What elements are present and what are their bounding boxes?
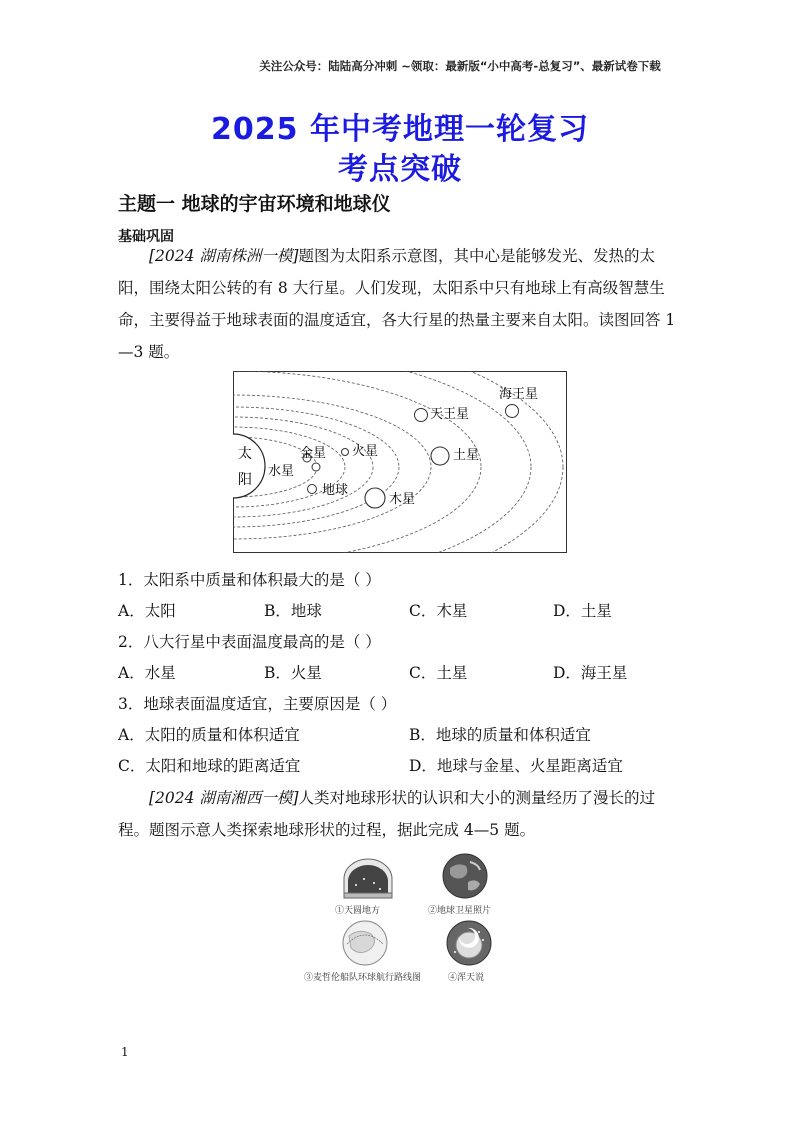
q2-option-d: D．海王星 <box>553 664 628 682</box>
caption-4: ④浑天说 <box>448 973 485 983</box>
passage-1-source: [2024 湖南株洲一模] <box>149 247 299 265</box>
q2-option-c: C．土星 <box>409 664 468 682</box>
magellan-route-map <box>339 918 391 968</box>
q3-option-d: D．地球与金星、火星距离适宜 <box>409 757 623 775</box>
question-1: 1．太阳系中质量和体积最大的是（ ） <box>118 571 381 589</box>
passage-2-text: 人类对地球形状的认识和大小的测量经历了漫长的过程。题图示意人类探索地球形状的过程，据此完成 4—5 题。 <box>118 789 655 839</box>
q2-option-a: A．水星 <box>118 664 176 682</box>
mercury-icon <box>312 463 320 471</box>
caption-2: ②地球卫星照片 <box>428 906 492 916</box>
armillary-cosmology-image <box>443 918 495 968</box>
sun-label-2: 阳 <box>238 472 252 488</box>
mercury-label: 水星 <box>268 464 295 479</box>
section-heading: 基础巩固 <box>118 229 174 245</box>
caption-3: ③麦哲伦船队环球航行路线图 <box>304 973 422 983</box>
question-3: 3．地球表面温度适宜，主要原因是（ ） <box>118 695 397 713</box>
q1-option-a: A．太阳 <box>118 602 176 620</box>
venus-label: 金星 <box>300 446 327 461</box>
q1-option-d: D．土星 <box>553 602 612 620</box>
earth-label: 地球 <box>322 483 349 498</box>
q1-option-c: C．木星 <box>409 602 468 620</box>
doc-subtitle: 考点突破 <box>338 152 462 187</box>
sky-round-earth-square-image <box>340 857 396 899</box>
caption-1: ①天圆地方 <box>335 906 381 916</box>
passage-1 <box>118 240 682 368</box>
q1-option-b: B．地球 <box>264 602 322 620</box>
solar-system-diagram <box>233 371 567 553</box>
neptune-icon <box>506 405 519 418</box>
q3-option-c: C．太阳和地球的距离适宜 <box>118 757 301 775</box>
passage-1-text: 题图为太阳系示意图，其中心是能够发光、发热的太阳，围绕太阳公转的有 8 大行星。人们发现，太阳系中只有地球上有高级智慧生命，主要得益于地球表面的温度适宜，各大行星的热量主要来自太阳。读图回答 1—3 题。 <box>118 247 676 361</box>
topic-heading: 主题一 地球的宇宙环境和地球仪 <box>118 193 391 215</box>
page-header: 关注公众号：陆陆高分冲刺 ~领取：最新版“小中高考-总复习”、最新试卷下载 <box>259 59 661 73</box>
passage-2 <box>118 782 682 846</box>
q3-option-b: B．地球的质量和体积适宜 <box>409 726 591 744</box>
jupiter-label: 木星 <box>389 492 416 507</box>
jupiter-icon <box>365 488 385 508</box>
uranus-icon <box>415 409 428 422</box>
saturn-label: 土星 <box>453 448 480 463</box>
saturn-icon <box>431 447 449 465</box>
mars-label: 火星 <box>352 444 379 459</box>
earth-icon <box>308 485 317 494</box>
uranus-label: 天王星 <box>430 407 470 422</box>
page-number: 1 <box>121 1045 129 1059</box>
question-2: 2．八大行星中表面温度最高的是（ ） <box>118 633 381 651</box>
satellite-earth-photo <box>440 852 490 900</box>
q2-option-b: B．火星 <box>264 664 322 682</box>
doc-title: 2025 年中考地理一轮复习 <box>211 112 589 147</box>
mars-icon <box>342 449 349 456</box>
neptune-label: 海王星 <box>499 387 539 402</box>
q3-option-a: A．太阳的质量和体积适宜 <box>118 726 300 744</box>
sun-label-1: 太 <box>238 446 252 462</box>
passage-2-source: [2024 湖南湘西一模] <box>149 789 299 807</box>
